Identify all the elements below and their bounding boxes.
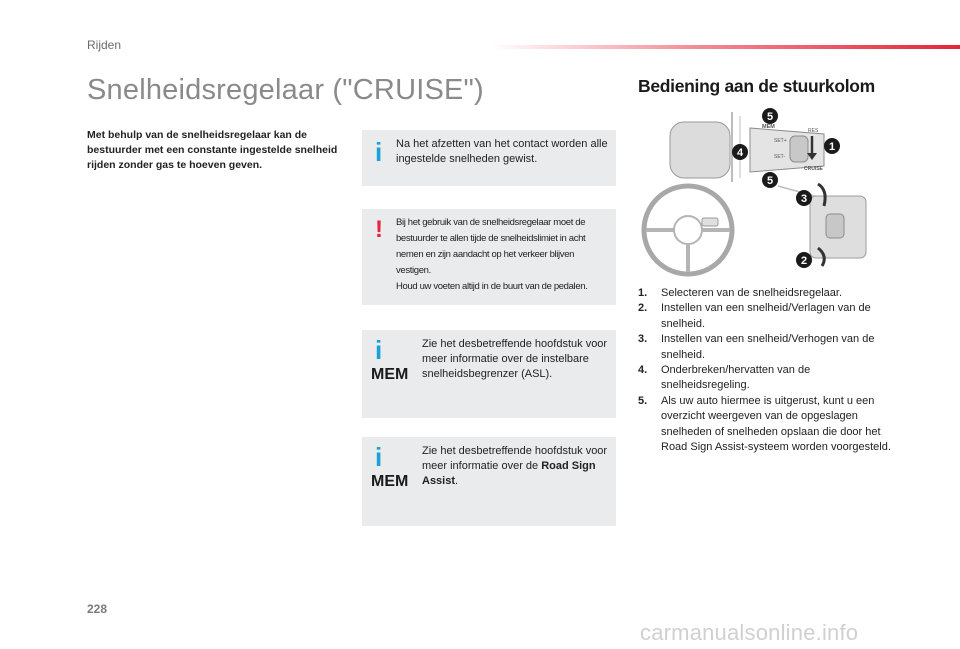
list-item — [638, 363, 898, 394]
lever-diagram — [670, 112, 824, 182]
intro-paragraph: Met behulp van de snelheidsregelaar kan de bestuurder met een constante ingestelde snelheid rijden zonder gas te hoeven geven. — [87, 129, 338, 171]
list-item — [638, 394, 898, 456]
svg-text:3: 3 — [800, 193, 808, 205]
step-number: 1. — [638, 287, 648, 299]
lever-label-set-plus: SET+ — [774, 138, 787, 144]
svg-text:1: 1 — [828, 141, 836, 153]
road-sign-assist-term: Road Sign Assist — [422, 460, 596, 487]
mem-note-asl-text: Zie het desbetreffende hoofdstuk voor meer informatie over de instelbare snelheidsbegrenzer (ASL). — [422, 338, 608, 380]
svg-text:2: 2 — [800, 255, 808, 267]
info-note — [362, 130, 616, 186]
lever-label-res: RES — [808, 128, 819, 134]
steering-column-illustration — [640, 106, 876, 278]
info-note-text: Na het afzetten van het contact worden alle ingestelde snelheden gewist. — [396, 138, 608, 165]
svg-text:5: 5 — [766, 175, 774, 187]
mem-note-road-sign-text: Zie het desbetreffende hoofdstuk voor meer informatie over de Road Sign Assist. — [422, 445, 608, 487]
mem-note-asl — [362, 330, 616, 418]
callout-4 — [732, 144, 748, 160]
callout-2 — [796, 252, 812, 268]
mem-icon: MEM — [371, 473, 409, 490]
callout-3 — [796, 190, 812, 206]
callout-1 — [824, 138, 840, 154]
warning-note-text — [396, 215, 608, 295]
mem-note-road-sign — [362, 437, 616, 526]
callout-5-top — [762, 108, 778, 124]
list-item — [638, 301, 898, 332]
steering-wheel-diagram — [644, 186, 732, 274]
step-number: 4. — [638, 364, 648, 377]
warning-line-2: Houd uw voeten altijd in de buurt van de pedalen. — [396, 281, 588, 292]
mem-icon: MEM — [371, 366, 409, 383]
section-label: Rijden — [87, 38, 122, 52]
step-text: Onderbreken/hervatten van de snelheidsregeling. — [661, 364, 811, 392]
svg-text:4: 4 — [736, 147, 744, 159]
page-number: 228 — [87, 602, 108, 616]
step-text: Als uw auto hiermee is uitgerust, kunt u een overzicht weergeven van de opgeslagen snelheden of snelheden opslaan die door het Road Sign Assist-systeem worden voorgesteld. — [661, 394, 891, 454]
controls-title: Bediening aan de stuurkolom — [638, 76, 875, 96]
list-item — [638, 286, 898, 301]
info-icon: i — [375, 137, 383, 167]
info-icon: i — [375, 442, 383, 472]
step-number: 2. — [638, 302, 648, 315]
step-text: Selecteren van de snelheidsregelaar. — [661, 287, 843, 299]
lever-label-cruise: CRUISE — [804, 166, 823, 172]
lever-label-set-minus: SET- — [774, 154, 786, 160]
callout-5-bottom — [762, 172, 778, 188]
info-icon: i — [375, 335, 383, 365]
list-item — [638, 332, 898, 363]
step-text: Instellen van een snelheid/Verhogen van de snelheid. — [661, 333, 875, 361]
controls-step-list — [638, 286, 898, 455]
header-accent-line — [490, 45, 960, 49]
page-title: Snelheidsregelaar ("CRUISE") — [87, 74, 484, 106]
warning-icon: ! — [375, 216, 383, 243]
lever-label-mem: MEM — [762, 124, 775, 130]
step-number: 5. — [638, 394, 648, 407]
warning-line-1: Bij het gebruik van de snelheidsregelaar moet de bestuurder te allen tijde de snelheidslimiet in acht nemen en zijn aandacht op het verkeer blijven vestigen. — [396, 217, 586, 276]
warning-note — [362, 209, 616, 305]
svg-text:5: 5 — [766, 111, 774, 123]
step-text: Instellen van een snelheid/Verlagen van de snelheid. — [661, 302, 871, 330]
lever-detail-diagram — [778, 184, 866, 266]
step-number: 3. — [638, 333, 648, 346]
watermark: carmanualsonline.info — [640, 620, 859, 645]
